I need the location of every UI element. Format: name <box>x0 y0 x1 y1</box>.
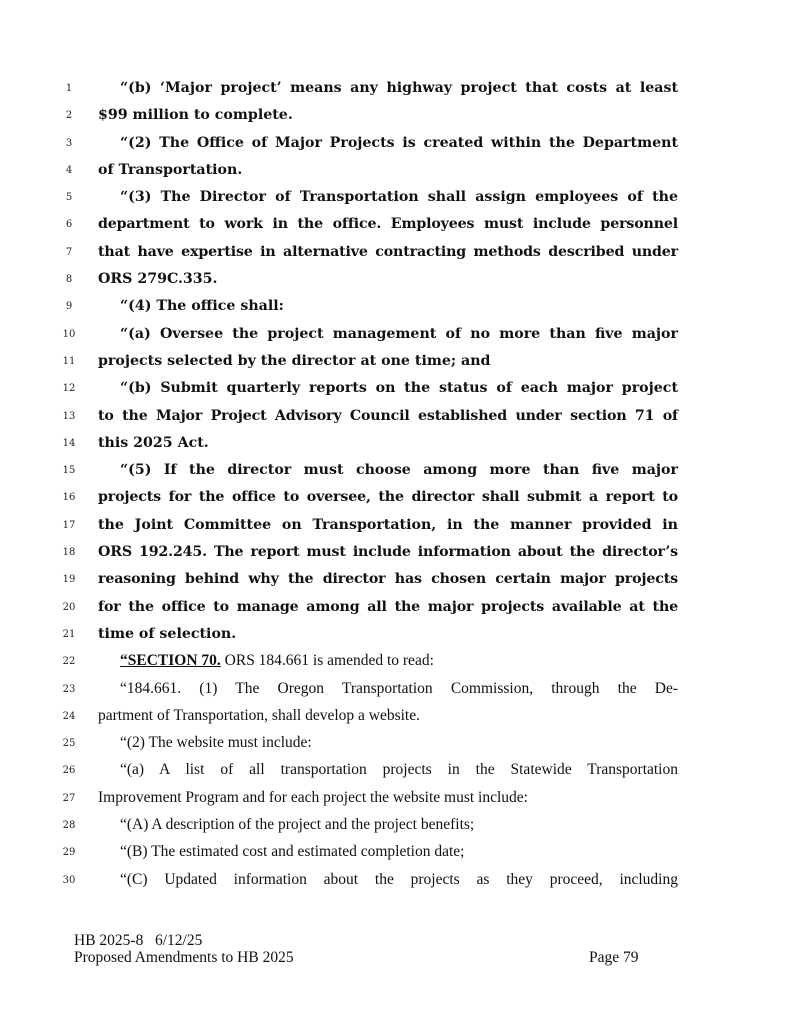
line-number: 30 <box>62 874 76 886</box>
line-number: 14 <box>62 437 76 449</box>
line-number: 20 <box>62 601 76 613</box>
line-number: 23 <box>62 683 76 695</box>
line-text: “(2) The website must include: <box>120 734 312 752</box>
page-footer <box>74 932 654 966</box>
section-intro: ORS 184.661 is amended to read: <box>224 652 434 670</box>
line-text: ORS 192.245. The report must include information about the director’s <box>98 544 678 561</box>
line-27 <box>0 785 800 812</box>
line-number: 16 <box>62 492 76 504</box>
line-number: 21 <box>62 628 76 640</box>
line-text: for the office to manage among all the major projects available at the <box>98 598 678 615</box>
line-number: 1 <box>65 83 73 94</box>
line-9 <box>0 293 800 320</box>
line-number: 27 <box>62 792 76 804</box>
line-number: 12 <box>62 383 76 395</box>
line-13 <box>0 403 800 430</box>
line-12 <box>0 375 800 402</box>
line-29 <box>0 839 800 866</box>
footer-page-number: Page 79 <box>589 949 639 966</box>
line-2 <box>0 102 800 129</box>
line-text: “184.661. (1) The Oregon Transportation Commission, through the De- <box>120 679 678 697</box>
line-text: “(B) The estimated cost and estimated completion date; <box>120 843 465 861</box>
line-number: 24 <box>62 710 76 722</box>
document-body <box>0 75 800 894</box>
line-number: 22 <box>62 656 76 668</box>
line-number: 13 <box>62 410 76 422</box>
line-23 <box>0 676 800 703</box>
line-number: 25 <box>62 738 76 750</box>
line-15 <box>0 457 800 484</box>
line-text: to the Major Project Advisory Council established under section 71 of <box>98 407 678 424</box>
line-text: ORS 279C.335. <box>98 271 218 288</box>
line-text: partment of Transportation, shall develop a website. <box>98 706 420 724</box>
line-21 <box>0 621 800 648</box>
line-number: 4 <box>65 164 73 176</box>
line-number: 9 <box>65 301 73 313</box>
line-17 <box>0 512 800 539</box>
line-text: “(2) The Office of Major Projects is created within the Department <box>120 134 678 151</box>
line-28 <box>0 812 800 839</box>
line-text: “(b) ‘Major project’ means any highway project that costs at least <box>120 80 678 96</box>
line-text: the Joint Committee on Transportation, in the manner provided in <box>98 516 678 533</box>
line-text: that have expertise in alternative contracting methods described under <box>98 243 678 260</box>
line-text: “(4) The office shall: <box>120 298 284 315</box>
line-number: 26 <box>62 765 76 777</box>
line-24 <box>0 703 800 730</box>
line-text: “(3) The Director of Transportation shall assign employees of the <box>120 189 678 206</box>
line-text: projects for the office to oversee, the director shall submit a report to <box>98 489 678 506</box>
line-number: 17 <box>62 519 76 531</box>
footer-title-line <box>74 949 654 966</box>
line-text: time of selection. <box>98 625 237 642</box>
footer-date: 6/12/25 <box>154 932 203 949</box>
line-text: reasoning behind why the director has chosen certain major projects <box>98 571 678 588</box>
line-30 <box>0 867 800 894</box>
line-10 <box>0 321 800 348</box>
line-text: projects selected by the director at one time; and <box>98 352 491 369</box>
line-18 <box>0 539 800 566</box>
line-text: “(a) Oversee the project management of no more than five major <box>120 325 678 342</box>
line-19 <box>0 566 800 593</box>
line-number: 18 <box>62 547 76 559</box>
line-number: 10 <box>62 328 76 340</box>
footer-bill-id: HB 2025-8 <box>74 932 144 949</box>
line-text: department to work in the office. Employees must include personnel <box>98 216 678 233</box>
line-26 <box>0 757 800 784</box>
line-text: “(C) Updated information about the projects as they proceed, including <box>120 870 678 888</box>
line-22 <box>0 648 800 675</box>
line-4 <box>0 157 800 184</box>
line-number: 15 <box>62 465 76 477</box>
line-number: 8 <box>65 274 73 286</box>
line-text: “(b) Submit quarterly reports on the status of each major project <box>120 380 678 397</box>
line-8 <box>0 266 800 293</box>
line-text: $99 million to complete. <box>98 107 293 124</box>
line-6 <box>0 211 800 238</box>
line-number: 29 <box>62 847 76 859</box>
line-number: 2 <box>65 110 73 122</box>
line-14 <box>0 430 800 457</box>
footer-title: Proposed Amendments to HB 2025 <box>74 949 294 966</box>
line-7 <box>0 239 800 266</box>
line-number: 28 <box>62 820 76 832</box>
line-25 <box>0 730 800 757</box>
line-number: 19 <box>62 574 76 586</box>
line-number: 7 <box>65 246 73 258</box>
line-text: of Transportation. <box>98 161 243 178</box>
line-text: “(a) A list of all transportation projects in the Statewide Transportation <box>120 761 678 779</box>
line-11 <box>0 348 800 375</box>
line-text: “(A) A description of the project and the project benefits; <box>120 816 475 834</box>
line-number: 3 <box>65 137 73 149</box>
line-text: “(5) If the director must choose among more than five major <box>120 462 678 479</box>
line-5 <box>0 184 800 211</box>
line-20 <box>0 594 800 621</box>
line-3 <box>0 130 800 157</box>
line-text: Improvement Program and for each project the website must include: <box>98 788 528 806</box>
line-1 <box>0 75 800 102</box>
line-number: 5 <box>65 192 73 204</box>
section-heading: “SECTION 70. <box>120 652 221 670</box>
line-16 <box>0 484 800 511</box>
line-text: this 2025 Act. <box>98 434 209 451</box>
footer-bill-line <box>74 932 654 949</box>
line-text <box>120 651 678 671</box>
line-number: 11 <box>62 355 76 367</box>
line-number: 6 <box>65 219 73 231</box>
